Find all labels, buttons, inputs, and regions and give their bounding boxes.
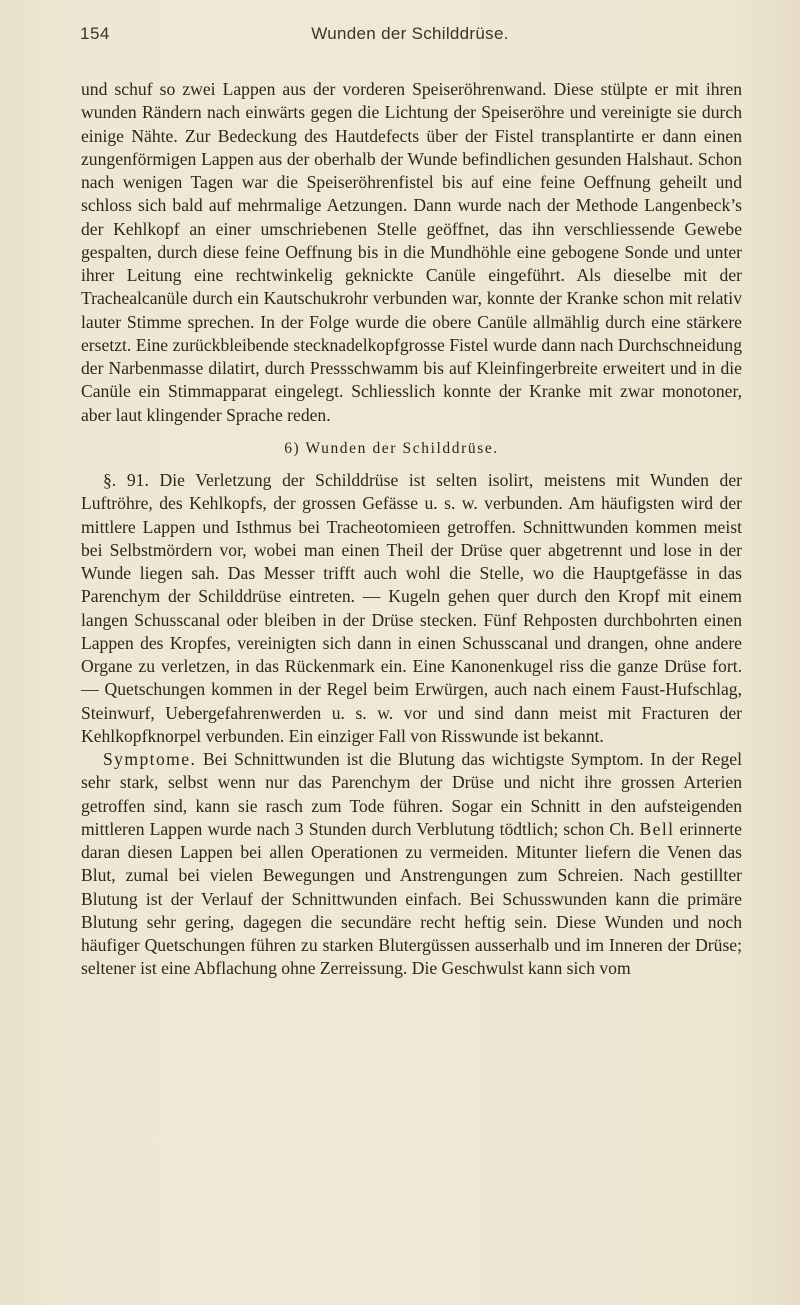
symptoms-text: Bei Schnittwunden ist die Blutung das wichtigste Symptom. In der Regel sehr stark, selbst wenn nur das Parenchym der Drüse und nicht ihre grossen Arterien getroffen sind, kann sie rasch zum Tode führen. Sogar ein Schnitt in den aufsteigenden mittleren Lappen wurde nach 3 Stunden durch Verblutung tödtlich; schon Ch.	[81, 749, 742, 839]
running-head	[80, 24, 740, 48]
body-text	[81, 78, 742, 981]
paragraph-continuation: und schuf so zwei Lappen aus der vorderen Speiseröhrenwand. Diese stülpte er mit ihren wunden Rändern nach einwärts gegen die Lichtung der Speiseröhre und vereinigte sie durch einige Nähte. Zur Bedeckung des Hautdefects über der Fistel transplantirte er dann einen zungenförmigen Lappen aus der oberhalb der Wunde befindlichen gesunden Halshaut. Schon nach wenigen Tagen war die Speiseröhrenfistel bis auf eine feine Oeffnung geheilt und schloss sich bald auf mehrmalige Aetzungen. Dann wurde nach der Methode Langenbeck’s der Kehlkopf an einer umschriebenen Stelle geöffnet, das ihn verschliessende Gewebe gespalten, durch diese feine Oeffnung bis in die Mundhöhle eine gebogene Sonde und unter ihrer Leitung eine rechtwinkelig geknickte Canüle eingeführt. Als dieselbe mit der Trachealcanüle durch ein Kautschukrohr verbunden war, konnte der Kranke schon mit relativ lauter Stimme sprechen. In der Folge wurde die obere Canüle allmählig durch eine stärkere ersetzt. Eine zurückbleibende stecknadelkopfgrosse Fistel wurde dann nach Durchschneidung der Narbenmasse dilatirt, durch Pressschwamm bis auf Kleinfingerbreite erweitert und in die Canüle ein Stimmapparat eingelegt. Schliesslich konnte der Kranke mit zwar monotoner, aber laut klingender Sprache reden.	[81, 79, 742, 425]
paragraph-section-91: §. 91. Die Verletzung der Schilddrüse ist selten isolirt, meistens mit Wunden der Luftröhre, des Kehlkopfs, der grossen Gefässe u. s. w. verbunden. Am häufigsten wird der mittlere Lappen und Isthmus bei Tracheotomieen getroffen. Schnittwunden kommen meist bei Selbstmördern vor, wobei man einen Theil der Drüse quer abgetrennt und lose in der Wunde liegen sah. Das Messer trifft auch wohl die Stelle, wo die Hauptgefässe in das Parenchym der Schilddrüse eintreten. — Kugeln gehen quer durch den Kropf mit einem langen Schusscanal oder bleiben in der Drüse stecken. Fünf Rehposten durchbohrten einen Lappen des Kropfes, vereinigten sich dann in einen Schusscanal und drangen, ohne andere Organe zu verletzen, in das Rückenmark ein. Eine Kanonenkugel riss die ganze Drüse fort. — Quetschungen kommen in der Regel beim Erwürgen, auch nach einem Faust-Hufschlag, Steinwurf, Uebergefahrenwerden u. s. w. vor und sind dann meist mit Fracturen der Kehlkopfknorpel verbunden. Ein einziger Fall von Risswunde ist bekannt.	[81, 470, 742, 746]
section-heading: 6) Wunden der Schilddrüse.	[284, 439, 499, 457]
paragraph-symptoms	[81, 748, 742, 981]
symptoms-lead: Symptome.	[103, 749, 197, 769]
page-number: 154	[80, 24, 110, 43]
running-title: Wunden der Schilddrüse.	[311, 24, 509, 43]
author-name-bell: Bell	[639, 818, 675, 839]
symptoms-text-continued: erinnerte daran diesen Lappen bei allen Operationen zu vermeiden. Mitunter liefern die Venen das Blut, zumal bei vielen Bewegungen und Anstrengungen zum Schreien. Nach gestillter Blutung ist der Verlauf der Schnittwunden einfach. Bei Schusswunden kann die primäre Blutung sehr gering, dagegen die secundäre recht heftig sein. Diese Wunden und noch häufiger Quetschungen führen zu starken Blutergüssen ausserhalb und im Inneren der Drüse; seltener ist eine Abflachung ohne Zerreissung. Die Geschwulst kann sich vom	[81, 818, 742, 979]
